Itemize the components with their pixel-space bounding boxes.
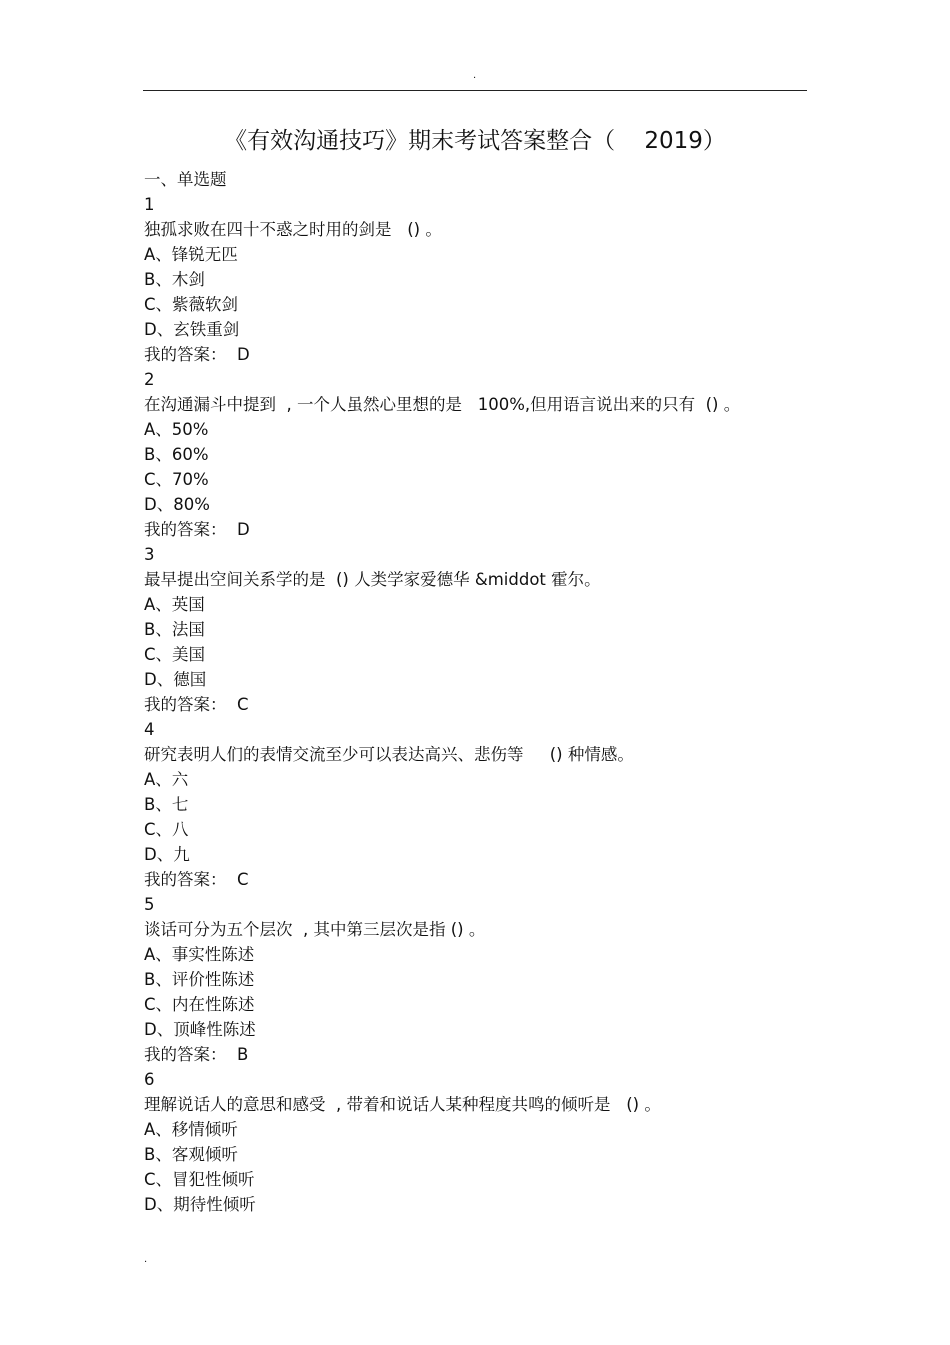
- option-b: B、60%: [144, 445, 209, 464]
- question-number: 4: [144, 720, 155, 739]
- option-c: C、冒犯性倾听: [144, 1170, 255, 1189]
- question-block: [144, 892, 824, 1067]
- option-d: D、80%: [144, 495, 210, 514]
- question-number: 5: [144, 895, 155, 914]
- question-number: 3: [144, 545, 155, 564]
- header-dot: .: [473, 70, 477, 81]
- document-body: [144, 167, 824, 1217]
- option-d: D、玄铁重剑: [144, 320, 240, 339]
- question-text: 在沟通漏斗中提到 , 一个人虽然心里想的是 100%,但用语言说出来的只有 () 。: [144, 395, 741, 414]
- question-block: [144, 717, 824, 892]
- option-a: A、事实性陈述: [144, 945, 255, 964]
- my-answer: 我的答案： C: [144, 695, 249, 714]
- question-text: 独孤求败在四十不惑之时用的剑是 () 。: [144, 220, 442, 239]
- question-text: 研究表明人们的表情交流至少可以表达高兴、悲伤等 () 种情感。: [144, 745, 634, 764]
- section-title: 一、单选题: [144, 170, 227, 189]
- question-block: [144, 367, 824, 542]
- option-c: C、美国: [144, 645, 206, 664]
- option-c: C、70%: [144, 470, 209, 489]
- option-d: D、顶峰性陈述: [144, 1020, 256, 1039]
- question-number: 6: [144, 1070, 155, 1089]
- header-rule: [143, 90, 807, 91]
- option-b: B、评价性陈述: [144, 970, 255, 989]
- option-a: A、英国: [144, 595, 205, 614]
- my-answer: 我的答案： D: [144, 520, 250, 539]
- my-answer: 我的答案： B: [144, 1045, 249, 1064]
- option-a: A、50%: [144, 420, 209, 439]
- my-answer: 我的答案： D: [144, 345, 250, 364]
- option-d: D、九: [144, 845, 190, 864]
- question-text: 理解说话人的意思和感受 , 带着和说话人某种程度共鸣的倾听是 () 。: [144, 1095, 661, 1114]
- option-c: C、内在性陈述: [144, 995, 255, 1014]
- document-title: 《有效沟通技巧》期末考试答案整合（ 2019）: [224, 128, 726, 154]
- option-a: A、移情倾听: [144, 1120, 238, 1139]
- option-d: D、期待性倾听: [144, 1195, 256, 1214]
- option-a: A、六: [144, 770, 189, 789]
- question-block: [144, 1067, 824, 1217]
- question-number: 1: [144, 195, 155, 214]
- question-text: 最早提出空间关系学的是 () 人类学家爱德华 &middot 霍尔。: [144, 570, 601, 589]
- option-b: B、法国: [144, 620, 205, 639]
- option-b: B、客观倾听: [144, 1145, 238, 1164]
- option-c: C、紫薇软剑: [144, 295, 239, 314]
- option-d: D、德国: [144, 670, 207, 689]
- question-block: [144, 192, 824, 367]
- my-answer: 我的答案： C: [144, 870, 249, 889]
- option-a: A、锋锐无匹: [144, 245, 238, 264]
- question-text: 谈话可分为五个层次 , 其中第三层次是指 () 。: [144, 920, 486, 939]
- option-b: B、木剑: [144, 270, 205, 289]
- question-block: [144, 542, 824, 717]
- option-b: B、七: [144, 795, 189, 814]
- option-c: C、八: [144, 820, 189, 839]
- question-number: 2: [144, 370, 155, 389]
- footer-dot: .: [144, 1254, 148, 1265]
